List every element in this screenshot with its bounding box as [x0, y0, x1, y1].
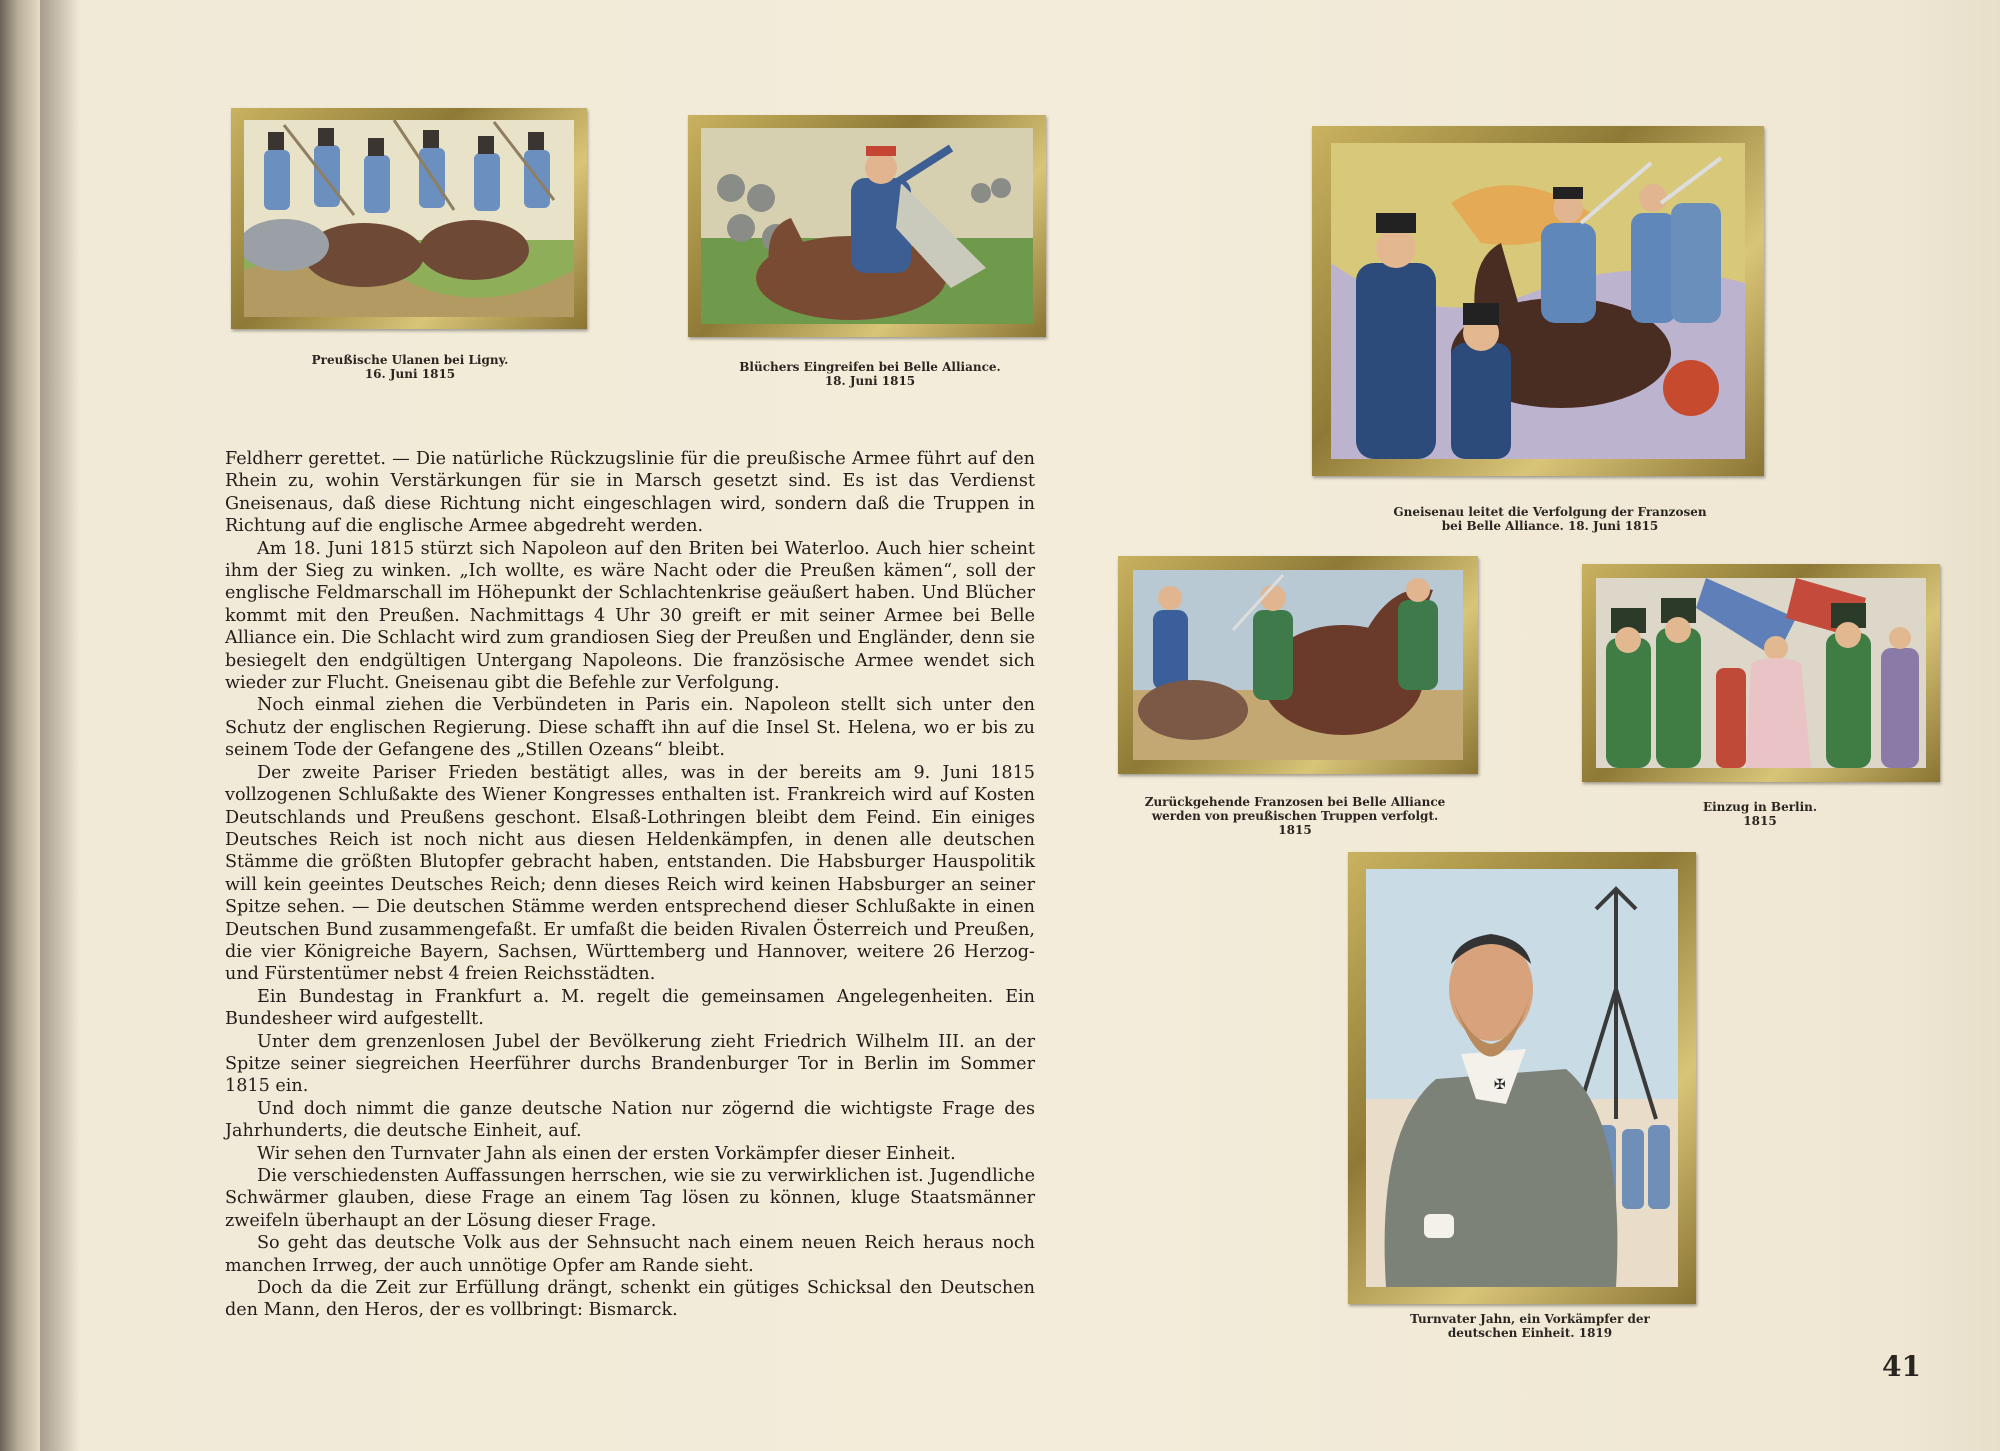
book-spine: [40, 0, 80, 1451]
illustration-entry-berlin: [1596, 578, 1926, 768]
illustration-ulanen-charge: [244, 120, 574, 317]
paragraph: Feldherr gerettet. — Die natürliche Rückzugslinie für die preußische Armee führt auf den Rhein zu, wohin Verstärkungen für sie in Marsch gesetzt sind. Es ist das Verdienst Gneisenaus, daß diese Richtung nicht eingeschlagen wird, sondern daß die Truppen in Richtung auf die englische Armee abgedreht werden.: [225, 449, 1035, 537]
paragraph: Und doch nimmt die ganze deutsche Nation nur zögernd die wichtigste Frage des Jahrhunderts, die deutsche Einheit, auf.: [225, 1098, 1035, 1142]
caption-line: 16. Juni 1815: [364, 367, 456, 381]
illustration-bluecher-on-horse: [701, 128, 1033, 324]
illustration-gneisenau-pursuit: [1331, 143, 1745, 459]
caption-ulanen-ligny: [255, 353, 565, 381]
card-einzug-berlin: [1582, 564, 1940, 782]
caption-turnvater-jahn: [1370, 1312, 1690, 1340]
caption-line: Blüchers Eingreifen bei Belle Alliance.: [739, 360, 1001, 374]
page-number: 41: [1882, 1350, 1921, 1383]
illustration-turnvater-jahn: [1366, 869, 1678, 1287]
caption-line: Zurückgehende Franzosen bei Belle Alliance: [1144, 795, 1446, 809]
caption-bluecher-belle-alliance: [710, 360, 1030, 388]
card-gneisenau-verfolgung: [1312, 126, 1764, 476]
caption-gneisenau-verfolgung: [1360, 505, 1740, 533]
card-ulanen-ligny: [231, 108, 587, 329]
paragraph: So geht das deutsche Volk aus der Sehnsucht nach einem neuen Reich heraus noch manchen Irrweg, der auch unnötige Opfer am Rande sieht.: [225, 1233, 1035, 1276]
paragraph: Die verschiedensten Auffassungen herrschen, wie sie zu verwirklichen ist. Jugendliche Schwärmer glauben, diese Frage an einem Tag lösen zu können, kluge Staatsmänner zweifeln überhaupt an der Lösung dieser Frage.: [225, 1166, 1035, 1231]
paragraph: Noch einmal ziehen die Verbündeten in Paris ein. Napoleon stellt sich unter den Schutz der englischen Regierung. Diese schafft ihn auf die Insel St. Helena, wo er bis zu seinem Tode der Gefangene des „Stillen Ozeans“ bleibt.: [225, 695, 1035, 761]
caption-line: bei Belle Alliance. 18. Juni 1815: [1441, 519, 1659, 533]
caption-line: 1815: [1743, 814, 1777, 828]
paragraph: Unter dem grenzenlosen Jubel der Bevölkerung zieht Friedrich Wilhelm III. an der Spitze seiner siegreichen Heerführer durchs Brandenburger Tor in Berlin im Sommer 1815 ein.: [225, 1031, 1035, 1097]
paragraph: Doch da die Zeit zur Erfüllung drängt, schenkt ein gütiges Schicksal den Deutschen den Mann, den Heros, der es vollbringt: Bismarck.: [225, 1278, 1035, 1321]
caption-franzosen-verfolgt: [1125, 795, 1465, 837]
card-bluecher-belle-alliance: [688, 115, 1046, 337]
paragraph: Der zweite Pariser Frieden bestätigt alles, was in der bereits am 9. Juni 1815 vollzogenen Schlußakte des Wiener Kongresses enthalten ist. Frankreich wird auf Kosten Deutschlands und Preußens geschont. Elsaß-Lothringen bleibt dem Feind. Ein einiges Deutsches Reich ist noch nicht aus diesen Heldenkämpfen, in denen alle deutschen Stämme die größten Blutopfer gebracht haben, entstanden. Die Habsburger Hauspolitik will kein geeintes Deutsches Reich; denn dieses Reich wird keinen Habsburger an seiner Spitze sehen. — Die deutschen Stämme werden entsprechend dieser Schlußakte in einen Deutschen Bund zusammengefaßt. Er umfaßt die beiden Rivalen Österreich und Preußen, die vier Königreiche Bayern, Sachsen, Württemberg und Hannover, weitere 26 Herzog- und Fürstentümer nebst 4 freien Reichsstädten.: [225, 762, 1035, 985]
paragraph: Wir sehen den Turnvater Jahn als einen der ersten Vorkämpfer dieser Einheit.: [257, 1143, 956, 1164]
paragraph: Ein Bundestag in Frankfurt a. M. regelt die gemeinsamen Angelegenheiten. Ein Bundesheer wird aufgestellt.: [225, 986, 1035, 1030]
svg-text:✠: ✠: [1494, 1077, 1506, 1093]
paragraph: Am 18. Juni 1815 stürzt sich Napoleon auf den Briten bei Waterloo. Auch hier scheint ihm der Sieg zu winken. „Ich wollte, es wäre Nacht oder die Preußen kämen“, soll der englische Feldmarschall im Höhepunkt der Schlachtenkrise geäußert haben. Und Blücher kommt mit den Preußen. Nachmittags 4 Uhr 30 greift er mit seiner Armee bei Belle Alliance ein. Die Schlacht wird zum grandiosen Sieg der Preußen und Engländer, denn sie besiegelt den endgültigen Untergang Napoleons. Die französische Armee wendet sich wieder zur Flucht. Gneisenau gibt die Befehle zur Verfolgung.: [225, 538, 1035, 694]
caption-line: 18. Juni 1815: [824, 374, 916, 388]
history-text-block: [225, 448, 1035, 1322]
caption-line: 1815: [1278, 823, 1312, 837]
card-turnvater-jahn: [1348, 852, 1696, 1304]
caption-line: Preußische Ulanen bei Ligny.: [311, 353, 509, 367]
caption-line: werden von preußischen Truppen verfolgt.: [1151, 809, 1439, 823]
caption-line: Gneisenau leitet die Verfolgung der Franzosen: [1393, 505, 1707, 519]
illustration-french-retreat: [1133, 570, 1463, 760]
caption-einzug-berlin: [1610, 800, 1910, 828]
card-franzosen-verfolgt: [1118, 556, 1478, 774]
caption-line: Turnvater Jahn, ein Vorkämpfer der: [1410, 1312, 1650, 1326]
caption-line: deutschen Einheit. 1819: [1447, 1326, 1613, 1340]
caption-line: Einzug in Berlin.: [1702, 800, 1818, 814]
